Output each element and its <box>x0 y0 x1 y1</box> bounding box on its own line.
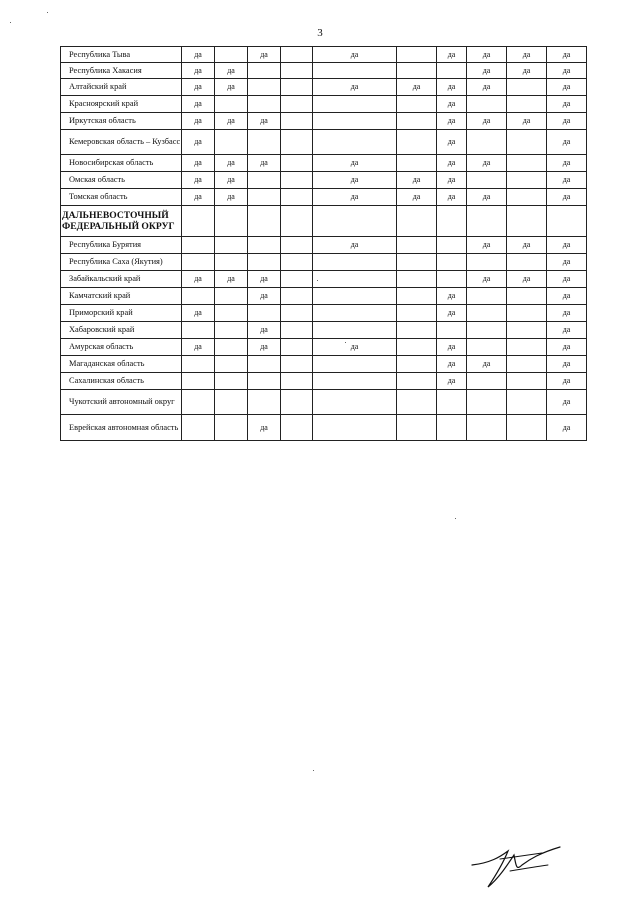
value-cell: да <box>547 47 587 63</box>
value-cell <box>397 63 437 79</box>
value-cell: да <box>547 155 587 172</box>
value-cell <box>248 254 281 271</box>
value-cell <box>437 237 467 254</box>
value-cell <box>281 415 313 441</box>
region-name: Красноярский край <box>61 96 182 113</box>
value-cell <box>313 322 397 339</box>
value-cell <box>215 237 248 254</box>
value-cell: да <box>467 237 507 254</box>
value-cell <box>281 189 313 206</box>
value-cell <box>313 96 397 113</box>
value-cell <box>215 254 248 271</box>
table-row <box>61 356 587 373</box>
value-cell <box>281 271 313 288</box>
value-cell <box>215 288 248 305</box>
value-cell <box>281 63 313 79</box>
value-cell <box>507 189 547 206</box>
value-cell: да <box>547 390 587 415</box>
value-cell <box>281 288 313 305</box>
value-cell: да <box>437 288 467 305</box>
region-name: Томская область <box>61 189 182 206</box>
value-cell: да <box>437 356 467 373</box>
value-cell: да <box>437 172 467 189</box>
table-row <box>61 172 587 189</box>
table-row <box>61 96 587 113</box>
value-cell <box>182 288 215 305</box>
value-cell <box>281 322 313 339</box>
value-cell: да <box>547 322 587 339</box>
table-row <box>61 79 587 96</box>
value-cell <box>281 155 313 172</box>
value-cell: да <box>215 113 248 130</box>
value-cell: да <box>467 271 507 288</box>
value-cell <box>281 79 313 96</box>
region-name: Омская область <box>61 172 182 189</box>
value-cell: да <box>313 47 397 63</box>
value-cell <box>507 415 547 441</box>
value-cell <box>437 322 467 339</box>
value-cell <box>467 373 507 390</box>
value-cell <box>467 305 507 322</box>
value-cell <box>313 415 397 441</box>
value-cell: да <box>182 96 215 113</box>
region-name: Республика Хакасия <box>61 63 182 79</box>
region-name: Сахалинская область <box>61 373 182 390</box>
value-cell <box>467 339 507 356</box>
value-cell: да <box>467 113 507 130</box>
value-cell: да <box>467 47 507 63</box>
value-cell <box>182 322 215 339</box>
region-name: Республика Бурятия <box>61 237 182 254</box>
value-cell: да <box>215 63 248 79</box>
value-cell: да <box>547 237 587 254</box>
value-cell: да <box>547 415 587 441</box>
value-cell: да <box>248 415 281 441</box>
value-cell <box>507 172 547 189</box>
value-cell <box>248 237 281 254</box>
value-cell <box>182 206 215 237</box>
value-cell: да <box>437 113 467 130</box>
value-cell <box>313 63 397 79</box>
value-cell: да <box>215 271 248 288</box>
value-cell: да <box>547 373 587 390</box>
value-cell <box>397 356 437 373</box>
value-cell <box>397 373 437 390</box>
value-cell: да <box>547 356 587 373</box>
value-cell <box>437 206 467 237</box>
value-cell: да <box>182 172 215 189</box>
value-cell: да <box>467 155 507 172</box>
value-cell: да <box>182 63 215 79</box>
value-cell: да <box>507 113 547 130</box>
value-cell: да <box>547 271 587 288</box>
value-cell <box>313 288 397 305</box>
value-cell <box>215 130 248 155</box>
value-cell <box>397 254 437 271</box>
region-name: Хабаровский край <box>61 322 182 339</box>
value-cell <box>397 271 437 288</box>
value-cell <box>467 415 507 441</box>
value-cell <box>248 373 281 390</box>
region-name: Магаданская область <box>61 356 182 373</box>
value-cell <box>507 288 547 305</box>
value-cell: да <box>507 47 547 63</box>
value-cell <box>507 390 547 415</box>
table-row <box>61 305 587 322</box>
table-row <box>61 322 587 339</box>
region-name: Кемеровская область – Кузбасс <box>61 130 182 155</box>
table-row <box>61 339 587 356</box>
value-cell <box>281 130 313 155</box>
value-cell: да <box>507 237 547 254</box>
value-cell: да <box>182 271 215 288</box>
value-cell <box>313 113 397 130</box>
value-cell <box>281 390 313 415</box>
value-cell <box>248 206 281 237</box>
value-cell: да <box>547 79 587 96</box>
value-cell <box>467 96 507 113</box>
value-cell <box>215 415 248 441</box>
region-name: Республика Тыва <box>61 47 182 63</box>
value-cell <box>397 155 437 172</box>
value-cell: да <box>437 373 467 390</box>
value-cell: да <box>215 79 248 96</box>
value-cell: да <box>507 271 547 288</box>
value-cell <box>281 237 313 254</box>
value-cell <box>281 113 313 130</box>
value-cell <box>437 390 467 415</box>
value-cell <box>248 305 281 322</box>
value-cell <box>182 237 215 254</box>
regions-table <box>60 46 587 441</box>
value-cell: да <box>437 47 467 63</box>
value-cell <box>397 206 437 237</box>
value-cell <box>281 96 313 113</box>
value-cell: да <box>313 237 397 254</box>
value-cell <box>397 305 437 322</box>
value-cell <box>215 96 248 113</box>
value-cell: да <box>547 254 587 271</box>
value-cell <box>182 373 215 390</box>
value-cell: да <box>397 189 437 206</box>
value-cell <box>397 237 437 254</box>
value-cell: да <box>437 305 467 322</box>
value-cell <box>397 130 437 155</box>
value-cell: да <box>248 322 281 339</box>
value-cell: да <box>182 339 215 356</box>
value-cell <box>467 206 507 237</box>
region-name: Республика Саха (Якутия) <box>61 254 182 271</box>
value-cell <box>397 47 437 63</box>
value-cell: да <box>467 189 507 206</box>
value-cell <box>437 415 467 441</box>
page-number: 3 <box>317 27 323 39</box>
value-cell: да <box>182 79 215 96</box>
value-cell: да <box>215 189 248 206</box>
value-cell <box>215 47 248 63</box>
value-cell: да <box>182 305 215 322</box>
value-cell <box>313 130 397 155</box>
value-cell: да <box>547 113 587 130</box>
region-name: Еврейская автономная область <box>61 415 182 441</box>
value-cell: да <box>248 113 281 130</box>
value-cell <box>467 390 507 415</box>
district-name: ДАЛЬНЕВОСТОЧНЫЙ ФЕДЕРАЛЬНЫЙ ОКРУГ <box>61 206 182 237</box>
value-cell <box>313 390 397 415</box>
value-cell <box>467 130 507 155</box>
table-row <box>61 271 587 288</box>
value-cell: да <box>437 79 467 96</box>
value-cell <box>507 356 547 373</box>
value-cell <box>507 322 547 339</box>
value-cell <box>507 130 547 155</box>
table-row <box>61 288 587 305</box>
value-cell <box>397 415 437 441</box>
value-cell <box>507 206 547 237</box>
value-cell: да <box>313 189 397 206</box>
value-cell <box>182 390 215 415</box>
value-cell <box>397 322 437 339</box>
value-cell <box>215 390 248 415</box>
value-cell <box>281 206 313 237</box>
value-cell <box>507 96 547 113</box>
value-cell <box>281 172 313 189</box>
value-cell <box>507 155 547 172</box>
value-cell: да <box>467 356 507 373</box>
value-cell <box>281 305 313 322</box>
value-cell: да <box>182 47 215 63</box>
value-cell: да <box>437 339 467 356</box>
value-cell: да <box>248 155 281 172</box>
value-cell: да <box>248 288 281 305</box>
value-cell <box>281 356 313 373</box>
value-cell <box>248 390 281 415</box>
value-cell: да <box>547 305 587 322</box>
value-cell <box>215 206 248 237</box>
table-row <box>61 390 587 415</box>
region-name: Алтайский край <box>61 79 182 96</box>
value-cell <box>547 206 587 237</box>
region-name: Чукотский автономный округ <box>61 390 182 415</box>
value-cell: да <box>437 189 467 206</box>
value-cell: да <box>547 130 587 155</box>
value-cell: да <box>437 155 467 172</box>
value-cell <box>467 172 507 189</box>
region-name: Приморский край <box>61 305 182 322</box>
value-cell <box>215 322 248 339</box>
value-cell <box>313 373 397 390</box>
value-cell <box>313 305 397 322</box>
value-cell <box>248 96 281 113</box>
region-name: Иркутская область <box>61 113 182 130</box>
value-cell <box>397 390 437 415</box>
value-cell <box>248 79 281 96</box>
value-cell: да <box>248 47 281 63</box>
value-cell <box>215 305 248 322</box>
value-cell <box>281 373 313 390</box>
value-cell <box>248 172 281 189</box>
value-cell <box>182 415 215 441</box>
value-cell <box>467 288 507 305</box>
value-cell <box>215 339 248 356</box>
value-cell: да <box>397 79 437 96</box>
value-cell: да <box>248 339 281 356</box>
signature <box>470 835 570 895</box>
value-cell: да <box>547 172 587 189</box>
value-cell <box>467 254 507 271</box>
region-name: Новосибирская область <box>61 155 182 172</box>
value-cell <box>507 79 547 96</box>
table-row <box>61 113 587 130</box>
value-cell <box>507 254 547 271</box>
value-cell: да <box>313 172 397 189</box>
table-row <box>61 130 587 155</box>
value-cell: да <box>547 189 587 206</box>
value-cell: да <box>467 63 507 79</box>
value-cell <box>248 63 281 79</box>
value-cell <box>281 254 313 271</box>
table-row <box>61 47 587 63</box>
value-cell <box>313 254 397 271</box>
value-cell: да <box>547 96 587 113</box>
value-cell: да <box>437 96 467 113</box>
value-cell <box>248 356 281 373</box>
value-cell <box>467 322 507 339</box>
value-cell: да <box>182 189 215 206</box>
table-row <box>61 254 587 271</box>
region-name: Камчатский край <box>61 288 182 305</box>
group-header-row <box>61 206 587 237</box>
value-cell: да <box>215 172 248 189</box>
value-cell <box>437 254 467 271</box>
value-cell: да <box>467 79 507 96</box>
value-cell <box>397 113 437 130</box>
value-cell: да <box>182 113 215 130</box>
value-cell <box>507 339 547 356</box>
value-cell <box>248 130 281 155</box>
value-cell: да <box>313 79 397 96</box>
table-row <box>61 189 587 206</box>
value-cell <box>397 288 437 305</box>
table-row <box>61 373 587 390</box>
value-cell <box>437 63 467 79</box>
value-cell: да <box>313 339 397 356</box>
value-cell <box>248 189 281 206</box>
value-cell: да <box>215 155 248 172</box>
table-row <box>61 63 587 79</box>
value-cell: да <box>182 130 215 155</box>
value-cell <box>507 305 547 322</box>
value-cell: да <box>507 63 547 79</box>
value-cell: да <box>182 155 215 172</box>
value-cell <box>215 373 248 390</box>
value-cell: да <box>547 63 587 79</box>
table-row <box>61 415 587 441</box>
value-cell <box>215 356 248 373</box>
value-cell: да <box>547 339 587 356</box>
value-cell: да <box>397 172 437 189</box>
value-cell <box>437 271 467 288</box>
value-cell <box>182 254 215 271</box>
value-cell <box>281 339 313 356</box>
value-cell <box>397 339 437 356</box>
region-name: Забайкальский край <box>61 271 182 288</box>
table-row <box>61 237 587 254</box>
value-cell: да <box>313 155 397 172</box>
value-cell <box>182 356 215 373</box>
value-cell <box>507 373 547 390</box>
region-name: Амурская область <box>61 339 182 356</box>
value-cell <box>281 47 313 63</box>
value-cell <box>397 96 437 113</box>
value-cell <box>313 271 397 288</box>
value-cell <box>313 356 397 373</box>
value-cell: да <box>547 288 587 305</box>
table-row <box>61 155 587 172</box>
value-cell: да <box>437 130 467 155</box>
value-cell: да <box>248 271 281 288</box>
value-cell <box>313 206 397 237</box>
